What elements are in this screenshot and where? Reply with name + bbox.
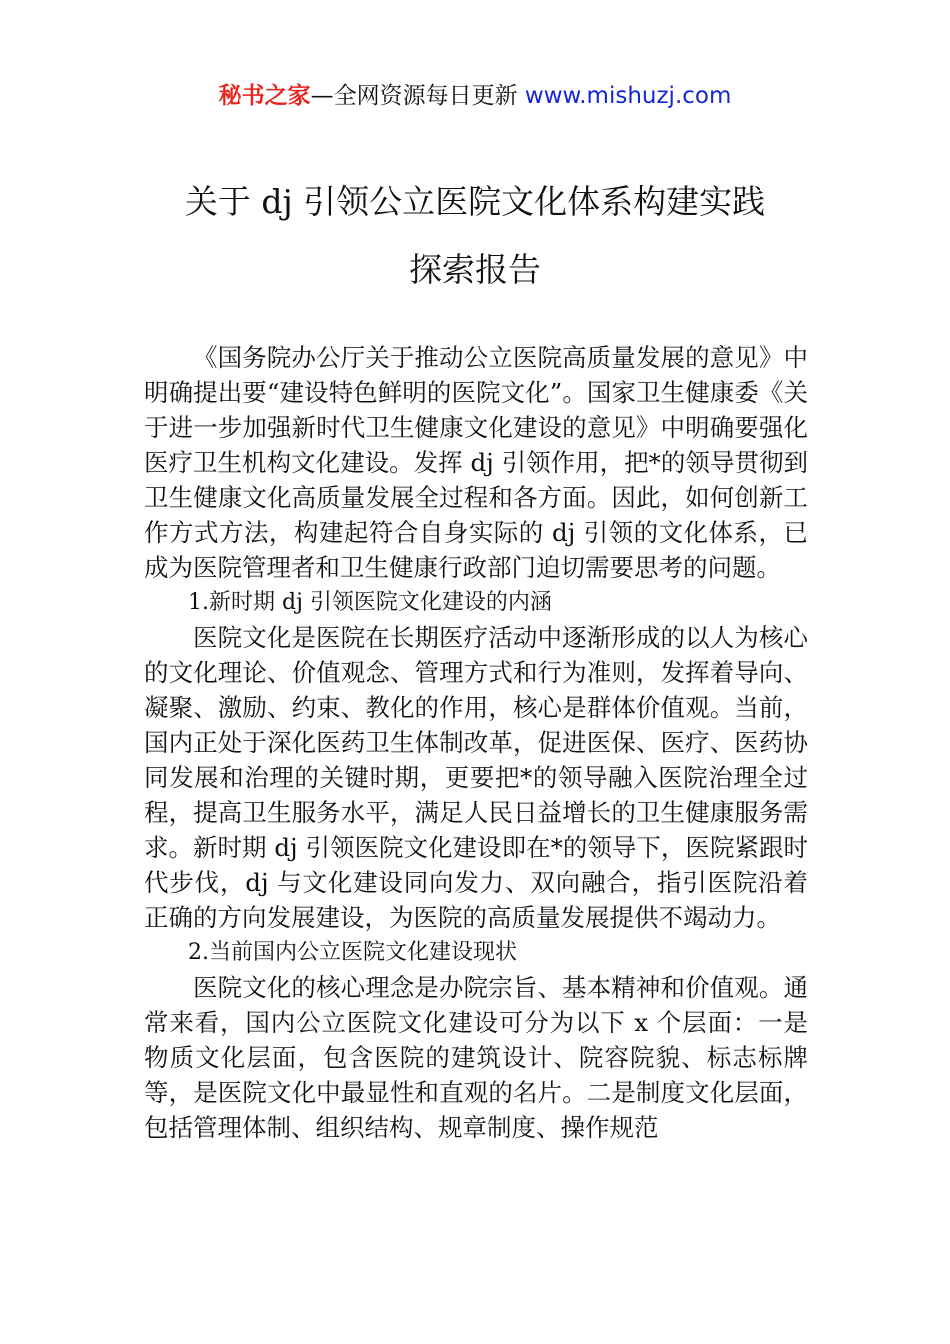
site-url-link[interactable]: www.mishuzj.com: [524, 83, 732, 109]
section-heading-2: 2.当前国内公立医院文化建设现状: [188, 940, 517, 965]
document-body: [144, 340, 808, 1145]
document-title-line-1: 关于 dj 引领公立医院文化体系构建实践: [184, 182, 766, 221]
section-heading-1: 1.新时期 dj 引领医院文化建设的内涵: [188, 590, 552, 615]
site-tagline: —全网资源每日更新: [310, 83, 525, 109]
site-brand: 秘书之家: [218, 83, 311, 109]
document-title-line-2: 探索报告: [409, 250, 541, 289]
paragraph-section-1: 医院文化是医院在长期医疗活动中逐渐形成的以人为核心的文化理论、价值观念、管理方式和行为准则，发挥着导向、凝聚、激励、约束、教化的作用，核心是群体价值观。当前，国内正处于深化医药卫生体制改革，促进医保、医疗、医药协同发展和治理的关键时期，更要把*的领导融入医院治理全过程，提高卫生服务水平，满足人民日益增长的卫生健康服务需求。新时期 dj 引领医院文化建设即在*的领导下，医院紧跟时代步伐，dj 与文化建设同向发力、双向融合，指引医院沿着正确的方向发展建设，为医院的高质量发展提供不竭动力。: [144, 623, 808, 932]
paragraph-section-2: 医院文化的核心理念是办院宗旨、基本精神和价值观。通常来看，国内公立医院文化建设可分为以下 x 个层面：一是物质文化层面，包含医院的建筑设计、院容院貌、标志标牌等，是医院文化中最显性和直观的名片。二是制度文化层面，包括管理体制、组织结构、规章制度、操作规范: [144, 973, 808, 1142]
paragraph-intro: 《国务院办公厅关于推动公立医院高质量发展的意见》中明确提出要“建设特色鲜明的医院文化”。国家卫生健康委《关于进一步加强新时代卫生健康文化建设的意见》中明确要强化医疗卫生机构文化建设。发挥 dj 引领作用，把*的领导贯彻到卫生健康文化高质量发展全过程和各方面。因此，如何创新工作方式方法，构建起符合自身实际的 dj 引领的文化体系，已成为医院管理者和卫生健康行政部门迫切需要思考的问题。: [144, 343, 808, 582]
site-header: [0, 80, 950, 112]
